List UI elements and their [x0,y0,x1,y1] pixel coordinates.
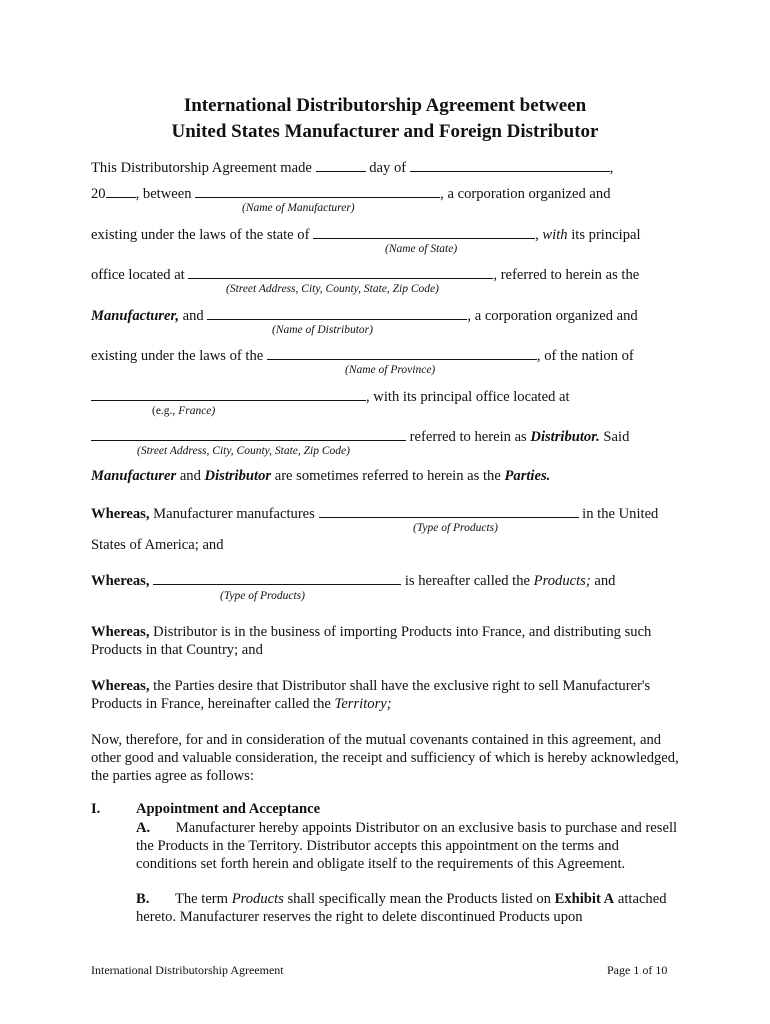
distributor-name-field[interactable] [207,307,467,320]
footer-page-number: Page 1 of 10 [607,963,668,977]
distributor-address-line [91,428,629,446]
caption-manufacturer: (Name of Manufacturer) [242,202,355,214]
day-of-text: day of [369,160,407,176]
whereas-label-1: Whereas, [91,506,150,522]
province-line [91,347,634,365]
parties-term: Parties. [504,468,551,484]
and-text-3: and [594,573,616,589]
title-line-2: United States Manufacturer and Foreign Distributor [171,121,599,142]
office-line [91,266,639,284]
section-1-number: I. [91,801,101,817]
between-text: , between [135,186,192,202]
product-type-field-2[interactable] [153,572,401,585]
intro-text: This Distributorship Agreement made [91,160,312,176]
manufacturer-term: Manufacturer, [91,308,179,324]
and-text-2: and [179,468,201,484]
caption-province: (Name of Province) [345,364,436,376]
whereas-label-4: Whereas, [91,678,150,694]
manufacturer-line [91,307,638,325]
parties-line [91,468,550,485]
province-field[interactable] [267,347,537,360]
manufactures-text: Manufacturer manufactures [153,506,315,522]
title-line-1: International Distributorship Agreement between [183,95,587,116]
whereas-4-paragraph [91,677,681,713]
whereas-2-line [91,572,615,590]
state-line [91,226,641,244]
nation-field[interactable] [91,388,366,401]
section-a-label: A. [136,820,151,836]
nation-line [91,388,570,406]
between-line [91,185,611,203]
caption-address-2: (Street Address, City, County, State, Zip Code) [137,445,350,457]
comma: , [609,160,614,176]
united-text: in the United [582,506,659,522]
state-field[interactable] [313,226,535,239]
caption-address-1: (Street Address, City, County, State, Zip Code) [226,283,439,295]
whereas-4-text: the Parties desire that Distributor shall have the exclusive right to sell Manufacturer's Products in France, hereinafter called the [91,678,651,712]
section-a-text: Manufacturer hereby appoints Distributor on an exclusive basis to purchase and resell the Products in the Territory. Distributor accepts this appointment on the terms and conditions set forth herein and obligate itself to the requirements of this Agreement. [136,820,678,872]
month-field[interactable] [410,159,610,172]
section-a-paragraph [136,819,681,873]
now-therefore-paragraph: Now, therefore, for and in consideration of the mutual covenants contained in this agreement, and other good and valuable consideration, the receipt and sufficiency of which is hereby acknowledged, the parties agree as follows: [91,732,679,784]
manufacturer-term-2: Manufacturer [91,468,177,484]
principal-text: its principal [571,227,641,243]
year-prefix: 20 [91,186,106,202]
section-b-label: B. [136,891,150,907]
products-term: Products; [533,573,591,589]
state-text: existing under the laws of the state of [91,227,310,243]
whereas-label-3: Whereas, [91,624,150,640]
section-b-text-c: shall specifically mean the Products listed on [287,891,551,907]
section-b-text-e: attached hereto. Manufacturer reserves the right to delete discontinued Products upon [136,891,667,925]
whereas-3-paragraph [91,623,681,659]
whereas-1-cont: States of America; and [91,537,224,553]
caption-type-1: (Type of Products) [413,522,498,534]
whereas-label-2: Whereas, [91,573,150,589]
section-b-text-a: The term [174,891,229,907]
caption-distributor: (Name of Distributor) [272,324,373,336]
laws-text: existing under the laws of the [91,348,264,364]
principal-office-text: , with its principal office located at [366,389,570,405]
distributor-term-2: Distributor [204,468,272,484]
eg-text: (e.g., [152,405,176,417]
office-text: office located at [91,267,185,283]
said-text: Said [603,429,630,445]
eg-france: France) [178,405,216,417]
territory-term: Territory; [334,696,392,712]
parties-text: are sometimes referred to herein as the [274,468,501,484]
hereafter-text: is hereafter called the [404,573,531,589]
distributor-term: Distributor. [530,429,600,445]
corporation-text-2: , a corporation organized and [467,308,638,324]
exhibit-a-ref: Exhibit A [554,891,615,907]
manufacturer-address-field[interactable] [188,266,493,279]
products-term-2: Products [231,891,284,907]
caption-state: (Name of State) [385,243,458,255]
distributor-address-field[interactable] [91,428,406,441]
footer-title: International Distributorship Agreement [91,963,284,977]
referred-text: , referred to herein as the [493,267,640,283]
year-field[interactable] [106,185,136,198]
product-type-field-1[interactable] [319,505,579,518]
whereas-1-line [91,505,658,523]
section-1-heading: Appointment and Acceptance [136,801,321,817]
section-b-paragraph [136,890,681,926]
whereas-3-text: Distributor is in the business of importing Products into France, and distributing such Products in that Country; and [91,624,652,658]
comma: , [535,227,539,243]
with-text: with [542,227,568,243]
referred-distributor-text: referred to herein as [409,429,527,445]
caption-eg [152,405,215,417]
caption-type-2: (Type of Products) [220,590,305,602]
intro-line [91,159,613,177]
nation-text: , of the nation of [536,348,634,364]
and-text: and [182,308,204,324]
corporation-text: , a corporation organized and [440,186,611,202]
day-field[interactable] [316,159,366,172]
manufacturer-name-field[interactable] [195,185,440,198]
